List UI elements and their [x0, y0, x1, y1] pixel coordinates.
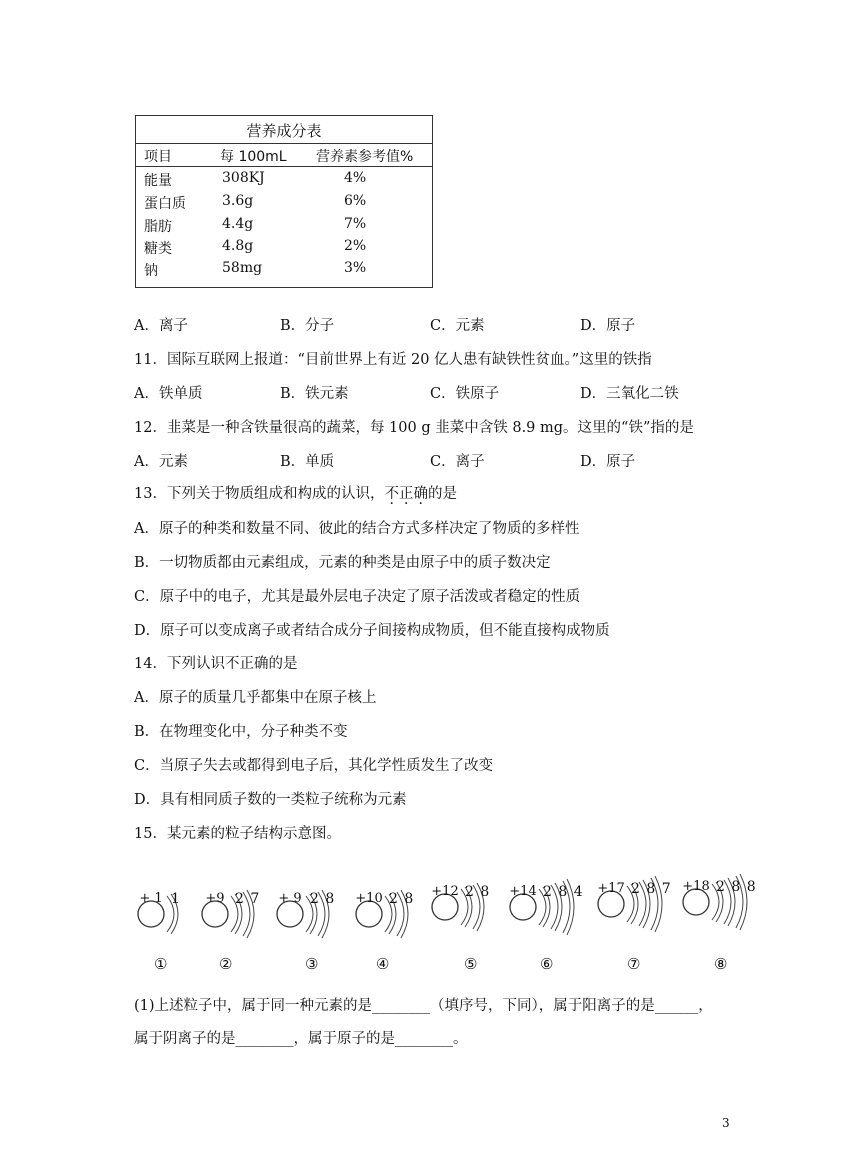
q15-sub1-line1: (1)上述粒子中，属于同一种元素的是________（填序号，下同），属于阳离子的是______， — [134, 998, 713, 1014]
table-cell: 4.4g — [222, 216, 254, 232]
electron-counts: 2 8 — [465, 884, 491, 900]
table-cell: 4% — [344, 170, 367, 186]
electron-counts: 2 8 — [310, 891, 336, 907]
q12-option-b: B．单质 — [280, 454, 335, 470]
table-cell: 钠 — [144, 263, 158, 279]
q12-option-c: C．离子 — [430, 454, 485, 470]
page-number: 3 — [722, 1116, 730, 1130]
q10-option-d: D．原子 — [580, 318, 636, 334]
table-cell: 58mg — [222, 260, 263, 276]
electron-counts: 2 8 8 — [716, 879, 757, 895]
q12-option-a: A．元素 — [134, 454, 188, 470]
q12-stem: 12．韭菜是一种含铁量很高的蔬菜，每 100 g 韭菜中含铁 8.9 mg。这里的“铁”指的是 — [134, 420, 694, 436]
table-cell: 脂肪 — [144, 219, 172, 235]
particle-label: ② — [219, 955, 233, 973]
table-rule — [136, 143, 432, 144]
particle-label: ⑧ — [714, 955, 728, 973]
nucleus-charge: +18 — [682, 879, 710, 894]
emphasis-char: 不 — [384, 486, 399, 502]
q12-option-d: D．原子 — [580, 454, 636, 470]
table-cell: 能量 — [144, 173, 172, 189]
q14-option-a: A．原子的质量几乎都集中在原子核上 — [134, 690, 377, 706]
table-cell: 308KJ — [222, 170, 265, 186]
table-rule — [136, 166, 432, 167]
table-cell: 糖类 — [144, 241, 172, 257]
electron-counts: 2 8 — [389, 891, 415, 907]
table-cell: 2% — [344, 238, 367, 254]
nucleus-charge: +12 — [431, 884, 459, 899]
q10-option-a: A．离子 — [134, 318, 188, 334]
table-cell: 蛋白质 — [144, 196, 186, 212]
q13-stem-suffix: 的是 — [427, 486, 457, 502]
q15-sub1-line2: 属于阴离子的是________，属于原子的是________。 — [134, 1031, 468, 1047]
table-cell: 3.6g — [222, 193, 254, 209]
nucleus-charge: + 1 — [139, 891, 163, 906]
q11-stem: 11．国际互联网上报道：“目前世界上有近 20 亿人患有缺铁性贫血。”这里的铁指 — [134, 352, 652, 368]
q14-option-d: D．具有相同质子数的一类粒子统称为元素 — [134, 792, 407, 808]
particle-label: ⑥ — [540, 955, 554, 973]
table-header: 每 100mL — [220, 149, 287, 165]
nutrition-table — [135, 115, 433, 288]
q13-option-a: A．原子的种类和数量不同、彼此的结合方式多样决定了物质的多样性 — [134, 521, 580, 537]
nucleus-charge: +9 — [205, 891, 225, 906]
table-cell: 4.8g — [222, 238, 254, 254]
particle-label: ④ — [376, 955, 390, 973]
q15-stem: 15．某元素的粒子结构示意图。 — [134, 826, 341, 842]
q13-option-b: B．一切物质都由元素组成，元素的种类是由原子中的质子数决定 — [134, 555, 551, 571]
q14-option-c: C．当原子失去或都得到电子后，其化学性质发生了改变 — [134, 758, 494, 774]
q10-option-c: C．元素 — [430, 318, 485, 334]
electron-counts: 2 7 — [235, 891, 261, 907]
table-header: 营养素参考值% — [316, 149, 414, 165]
emphasis-char: 正 — [398, 486, 414, 502]
emphasis-char: 确 — [413, 486, 428, 502]
q13-stem — [134, 482, 457, 503]
q11-option-c: C．铁原子 — [430, 386, 500, 402]
q13-option-d: D．原子可以变成离子或者结合成分子间接构成物质，但不能直接构成物质 — [134, 623, 610, 639]
q13-stem-prefix: 13．下列关于物质组成和构成的认识， — [134, 486, 385, 502]
nutrition-table-title: 营养成分表 — [246, 122, 322, 140]
nucleus-charge: +14 — [509, 884, 537, 899]
q11-option-d: D．三氧化二铁 — [580, 386, 679, 402]
particle-label: ⑦ — [627, 955, 641, 973]
electron-counts: 2 8 7 — [631, 881, 672, 897]
table-header: 项目 — [144, 149, 172, 165]
table-cell: 6% — [344, 193, 367, 209]
nucleus-charge: +17 — [597, 881, 625, 896]
q14-stem: 14．下列认识不正确的是 — [134, 656, 298, 672]
particle-label: ⑤ — [464, 955, 478, 973]
electron-counts: 1 — [171, 891, 181, 907]
particle-label: ③ — [305, 955, 319, 973]
q14-option-b: B．在物理变化中，分子种类不变 — [134, 724, 348, 740]
particle-label: ① — [154, 955, 168, 973]
nucleus-charge: + 9 — [278, 891, 302, 906]
table-cell: 7% — [344, 216, 367, 232]
q11-option-a: A．铁单质 — [134, 386, 203, 402]
q11-option-b: B．铁元素 — [280, 386, 349, 402]
q10-option-b: B．分子 — [280, 318, 335, 334]
table-cell: 3% — [344, 260, 367, 276]
electron-counts: 2 8 4 — [543, 884, 584, 900]
nucleus-charge: +10 — [355, 891, 383, 906]
q13-option-c: C．原子中的电子，尤其是最外层电子决定了原子活泼或者稳定的性质 — [134, 589, 581, 605]
